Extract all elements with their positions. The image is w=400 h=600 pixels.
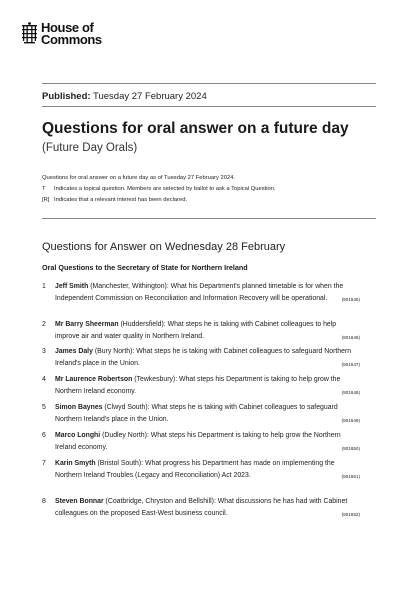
question-item bbox=[42, 496, 360, 520]
question-ref: (901648) bbox=[341, 389, 360, 395]
question-number: 2 bbox=[42, 321, 46, 328]
note-text: Indicates that a relevant interest has been declared. bbox=[54, 197, 188, 203]
member-name: Steven Bonnar bbox=[55, 498, 104, 505]
question-item bbox=[42, 430, 360, 454]
question-text: (Tewkesbury): What steps his Department is taking to help grow the Northern Ireland economy. bbox=[55, 376, 341, 395]
member-name: Mr Laurence Robertson bbox=[55, 376, 133, 383]
member-name: Simon Baynes bbox=[55, 404, 103, 411]
note-text: Indicates a topical question. Members are selected by ballot to ask a Topical Question. bbox=[54, 186, 276, 192]
section-rule bbox=[42, 218, 376, 219]
logo-line-2: Commons bbox=[41, 32, 102, 47]
question-text: (Huddersfield): What steps he is taking with Cabinet colleagues to help improve air and water quality in Northern Ireland. bbox=[55, 321, 337, 340]
top-rule bbox=[42, 83, 376, 84]
published-line bbox=[42, 91, 207, 102]
question-ref: (901647) bbox=[341, 361, 360, 367]
notes-block bbox=[42, 173, 276, 206]
note-key: [R] bbox=[42, 197, 50, 203]
house-of-commons-logo bbox=[21, 22, 102, 46]
document-subtitle: (Future Day Orals) bbox=[42, 142, 138, 154]
question-text: (Coatbridge, Chryston and Bellshill): What discussions he has had with Cabinet colleagues on the proposed East-West business council. bbox=[55, 498, 348, 517]
question-ref: (901651) bbox=[341, 473, 360, 479]
question-number: 5 bbox=[42, 404, 46, 411]
question-number: 1 bbox=[42, 283, 46, 290]
member-name: Jeff Smith bbox=[55, 283, 89, 290]
question-text: (Bristol South): What progress his Department has made on implementing the Northern Ireland Troubles (Legacy and Reconciliation) Act 2023. bbox=[55, 460, 335, 479]
logo-line-1: House of bbox=[41, 20, 94, 35]
note-item bbox=[42, 184, 276, 195]
question-item bbox=[42, 374, 360, 398]
question-item bbox=[42, 458, 360, 482]
question-ref: (901652) bbox=[341, 511, 360, 517]
member-name: James Daly bbox=[55, 348, 93, 355]
question-ref: (901650) bbox=[341, 445, 360, 451]
question-item bbox=[42, 346, 360, 370]
question-number: 3 bbox=[42, 348, 46, 355]
published-date: Tuesday 27 February 2024 bbox=[93, 91, 207, 102]
question-text: (Dudley North): What steps his Department is taking to help grow the Northern Ireland economy. bbox=[55, 432, 341, 451]
section-heading: Questions for Answer on Wednesday 28 February bbox=[42, 241, 286, 253]
question-number: 8 bbox=[42, 498, 46, 505]
question-number: 7 bbox=[42, 460, 46, 467]
note-key: T bbox=[42, 186, 46, 192]
member-name: Mr Barry Sheerman bbox=[55, 321, 119, 328]
question-ref: (901646) bbox=[341, 334, 360, 340]
question-ref: (901645) bbox=[341, 296, 360, 302]
document-title: Questions for oral answer on a future day bbox=[42, 120, 349, 137]
question-ref: (901649) bbox=[341, 417, 360, 423]
notes-intro: Questions for oral answer on a future day as of Tuesday 27 February 2024. bbox=[42, 175, 236, 181]
department-heading: Oral Questions to the Secretary of State for Northern Ireland bbox=[42, 263, 248, 272]
published-rule bbox=[42, 106, 376, 107]
published-label: Published: bbox=[42, 91, 91, 102]
question-number: 4 bbox=[42, 376, 46, 383]
question-item bbox=[42, 281, 360, 305]
portcullis-icon bbox=[21, 22, 38, 44]
question-text: (Bury North): What steps he is taking with Cabinet colleagues to safeguard Northern Ireland's place in the Union. bbox=[55, 348, 352, 367]
note-item bbox=[42, 195, 276, 206]
question-item bbox=[42, 319, 360, 343]
member-name: Karin Smyth bbox=[55, 460, 96, 467]
question-text: (Manchester, Withington): What his Department's planned timetable is for when the Independent Commission on Reconciliation and Information Recovery will be operational. bbox=[55, 283, 344, 302]
question-number: 6 bbox=[42, 432, 46, 439]
member-name: Marco Longhi bbox=[55, 432, 101, 439]
question-item bbox=[42, 402, 360, 426]
question-text: (Clwyd South): What steps he is taking with Cabinet colleagues to safeguard Northern Ireland's place in the Union. bbox=[55, 404, 338, 423]
